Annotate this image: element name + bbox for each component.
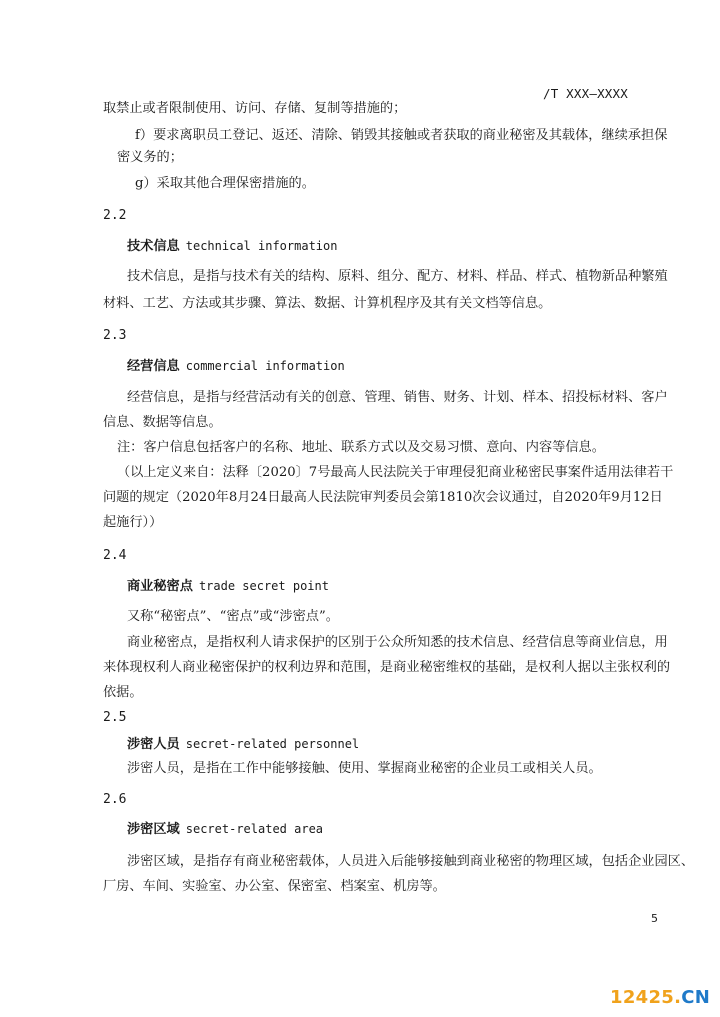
term-english: commercial information	[185, 359, 345, 373]
term-chinese: 经营信息	[127, 359, 180, 374]
document-code: /T XXX—XXXX	[543, 86, 628, 101]
definition-line: 技术信息，是指与技术有关的结构、原料、组分、配方、材料、样品、样式、植物新品种繁殖	[127, 269, 668, 284]
section-number: 2.3	[103, 328, 127, 343]
term-english: technical information	[185, 239, 338, 253]
source-line: （以上定义来自：法释〔2020〕7号最高人民法院关于审理侵犯商业秘密民事案件适用法律若干	[117, 465, 674, 480]
term-heading	[127, 733, 359, 756]
watermark-dot: .	[674, 986, 682, 1008]
definition-line: 依据。	[103, 685, 143, 700]
term-heading	[127, 235, 337, 258]
term-english: secret-related area	[185, 822, 324, 836]
term-english: trade secret point	[198, 579, 329, 593]
section-number: 2.4	[103, 548, 127, 563]
source-line: 问题的规定（2020年8月24日最高人民法院审判委员会第1810次会议通过，自2020年9月12日	[103, 490, 663, 505]
definition-line: 又称“秘密点”、“密点”或“涉密点”。	[127, 609, 339, 624]
site-watermark	[610, 984, 714, 1010]
definition-line: 厂房、车间、实验室、办公室、保密室、档案室、机房等。	[103, 879, 446, 894]
note-line: 注：客户信息包括客户的名称、地址、联系方式以及交易习惯、意向、内容等信息。	[117, 440, 605, 455]
section-number: 2.2	[103, 208, 127, 223]
term-chinese: 商业秘密点	[127, 579, 193, 594]
list-item-f: f）要求离职员工登记、返还、清除、销毁其接触或者获取的商业秘密及其载体，继续承担保	[135, 128, 668, 143]
source-line: 起施行））	[103, 515, 163, 530]
term-heading	[127, 575, 329, 598]
term-chinese: 涉密区域	[127, 822, 180, 837]
term-chinese: 涉密人员	[127, 737, 180, 752]
watermark-suffix: CN	[681, 986, 711, 1008]
term-chinese: 技术信息	[127, 239, 180, 254]
definition-line: 商业秘密点，是指权利人请求保护的区别于公众所知悉的技术信息、经营信息等商业信息，用	[127, 635, 668, 650]
definition-line: 材料、工艺、方法或其步骤、算法、数据、计算机程序及其有关文档等信息。	[103, 296, 552, 311]
body-line: 取禁止或者限制使用、访问、存储、复制等措施的；	[103, 101, 407, 116]
term-heading	[127, 818, 323, 841]
section-number: 2.6	[103, 792, 127, 807]
definition-line: 涉密人员，是指在工作中能够接触、使用、掌握商业秘密的企业员工或相关人员。	[127, 761, 602, 776]
definition-line: 信息、数据等信息。	[103, 415, 222, 430]
definition-line: 涉密区域，是指存有商业秘密载体，人员进入后能够接触到商业秘密的物理区域，包括企业园区、	[127, 854, 695, 869]
definition-line: 经营信息，是指与经营活动有关的创意、管理、销售、财务、计划、样本、招投标材料、客户	[127, 390, 668, 405]
list-item-f-continued: 密义务的；	[117, 150, 183, 165]
definition-line: 来体现权利人商业秘密保护的权利边界和范围，是商业秘密维权的基础，是权利人据以主张权利的	[103, 660, 671, 675]
term-english: secret-related personnel	[185, 737, 360, 751]
watermark-digits: 12425	[610, 986, 675, 1008]
term-heading	[127, 355, 345, 378]
section-number: 2.5	[103, 710, 127, 725]
list-item-g: g）采取其他合理保密措施的。	[135, 176, 315, 191]
page-number: 5	[651, 912, 658, 925]
